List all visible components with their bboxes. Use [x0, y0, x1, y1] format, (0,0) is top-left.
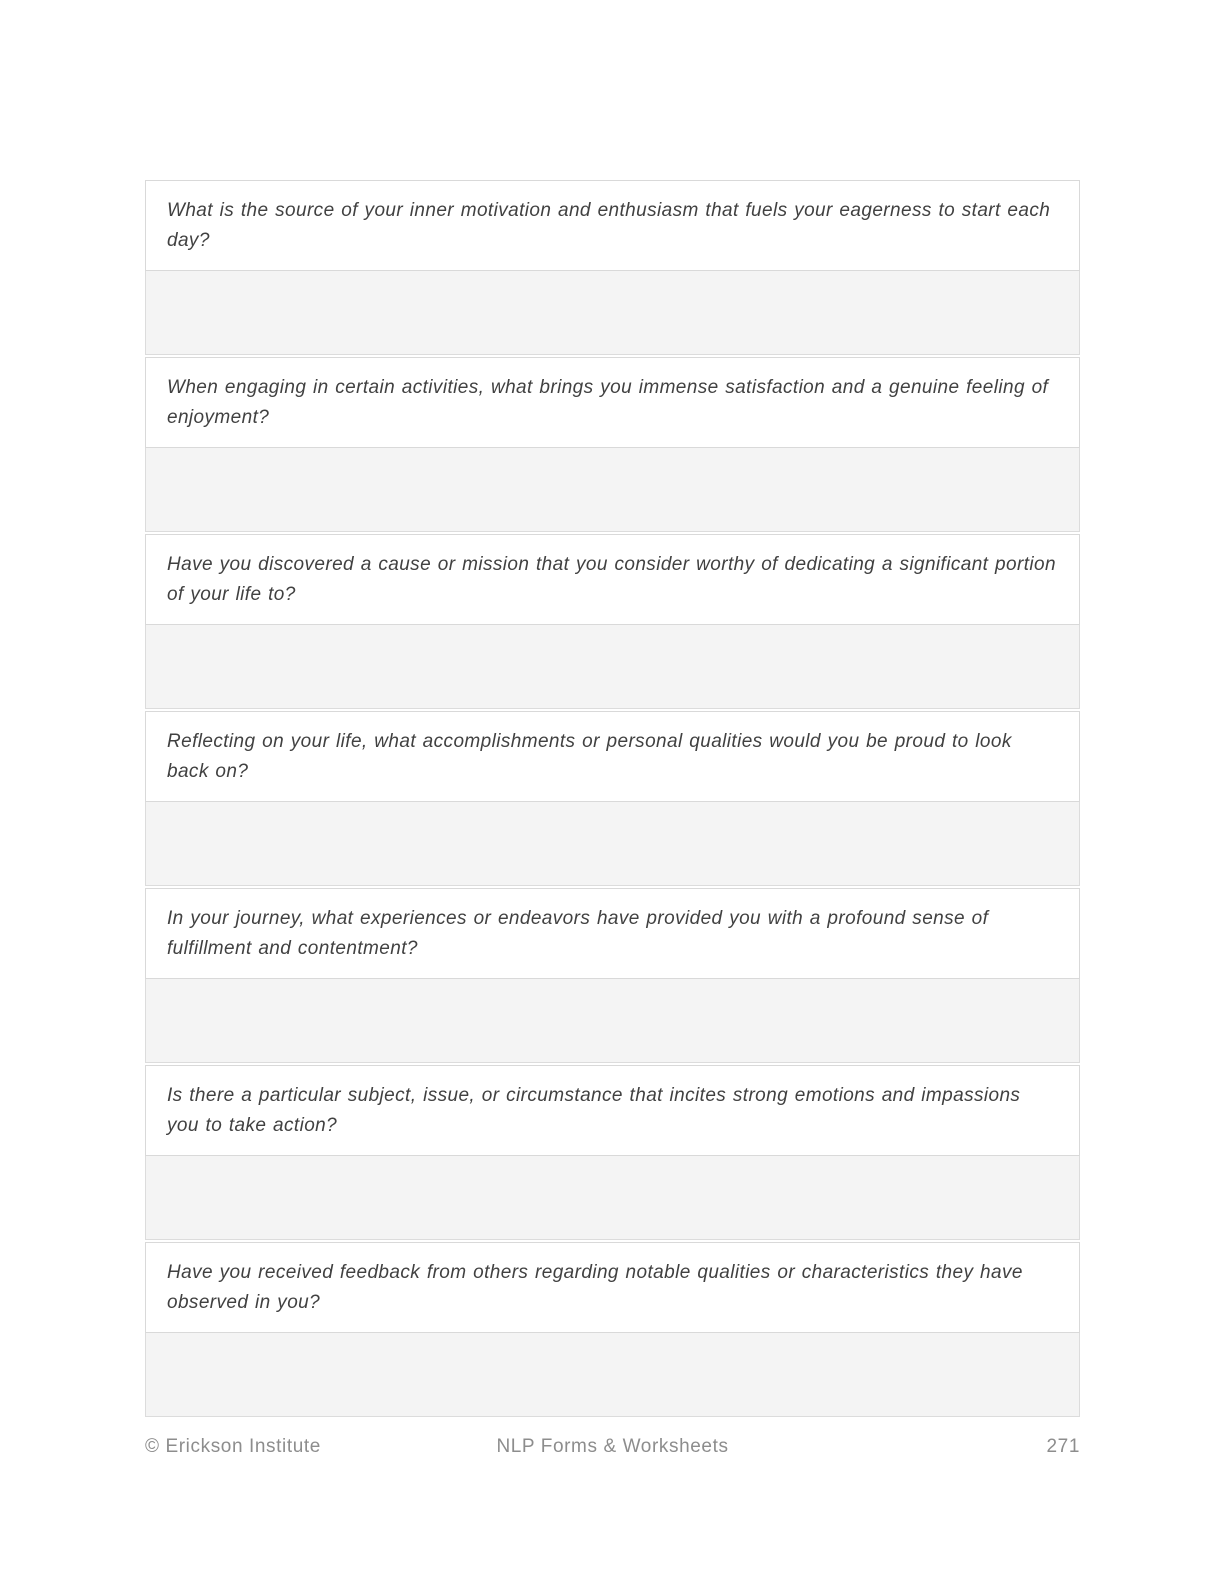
question-row — [145, 1242, 1080, 1417]
footer-copyright: © Erickson Institute — [145, 1436, 321, 1457]
answer-area[interactable] — [145, 1156, 1080, 1240]
answer-area[interactable] — [145, 802, 1080, 886]
answer-area[interactable] — [145, 271, 1080, 355]
question-text: Have you received feedback from others regarding notable qualities or characteristics they have observed in you? — [145, 1242, 1080, 1333]
question-text: Is there a particular subject, issue, or circumstance that incites strong emotions and impassions you to take action? — [145, 1065, 1080, 1156]
question-row — [145, 888, 1080, 1063]
questions-list — [145, 180, 1080, 1419]
page-footer — [145, 1436, 1080, 1458]
question-row — [145, 180, 1080, 355]
question-row — [145, 534, 1080, 709]
footer-document-title: NLP Forms & Worksheets — [496, 1436, 729, 1457]
question-text: When engaging in certain activities, what brings you immense satisfaction and a genuine feeling of enjoyment? — [145, 357, 1080, 448]
question-row — [145, 357, 1080, 532]
answer-area[interactable] — [145, 448, 1080, 532]
question-row — [145, 711, 1080, 886]
footer-page-number: 271 — [1046, 1436, 1080, 1457]
answer-area[interactable] — [145, 1333, 1080, 1417]
question-text: In your journey, what experiences or endeavors have provided you with a profound sense of fulfillment and contentment? — [145, 888, 1080, 979]
question-row — [145, 1065, 1080, 1240]
answer-area[interactable] — [145, 625, 1080, 709]
question-text: Reflecting on your life, what accomplishments or personal qualities would you be proud to look back on? — [145, 711, 1080, 802]
answer-area[interactable] — [145, 979, 1080, 1063]
question-text: Have you discovered a cause or mission that you consider worthy of dedicating a significant portion of your life to? — [145, 534, 1080, 625]
question-text: What is the source of your inner motivation and enthusiasm that fuels your eagerness to start each day? — [145, 180, 1080, 271]
